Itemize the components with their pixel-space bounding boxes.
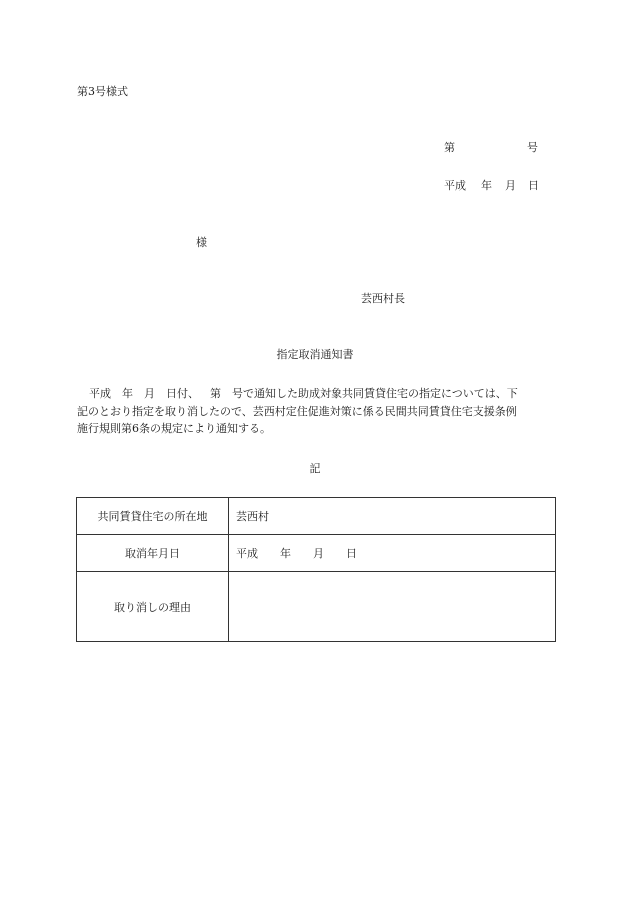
body-line-1 <box>77 385 555 403</box>
cancel-date-label: 取消年月日 <box>77 535 229 572</box>
body-line-1-rest: 号で通知した助成対象共同賃貸住宅の指定については、下 <box>232 387 518 400</box>
body-month: 月 <box>144 387 155 400</box>
date-day: 日 <box>528 179 539 192</box>
location-value: 芸西村 <box>229 498 556 535</box>
body-line-2: 記のとおり指定を取り消したので、芸西村定住促進対策に係る民間共同賃貸住宅支援条例 <box>77 404 517 418</box>
reason-value <box>229 572 556 642</box>
issuer-name: 芸西村長 <box>361 292 405 305</box>
reason-label: 取り消しの理由 <box>77 572 229 642</box>
ki-heading: 記 <box>309 462 321 475</box>
document-number-prefix: 第 <box>444 141 455 154</box>
location-label: 共同賃貸住宅の所在地 <box>77 498 229 535</box>
cancel-date-value <box>229 535 556 572</box>
table-row <box>77 535 556 572</box>
body-paragraph <box>77 385 555 438</box>
body-day: 日付、 <box>166 387 199 400</box>
body-line-3: 施行規則第6条の規定により通知する。 <box>77 422 271 435</box>
cancel-date-day: 日 <box>346 547 357 560</box>
record-table <box>76 497 556 642</box>
form-number: 第3号様式 <box>77 85 128 98</box>
cancel-date-year: 年 <box>280 547 291 560</box>
date-year: 年 <box>481 179 492 192</box>
cancel-date-month: 月 <box>313 547 324 560</box>
body-year: 年 <box>122 387 133 400</box>
date-era: 平成 <box>444 179 466 192</box>
table-row <box>77 572 556 642</box>
document-number-suffix: 号 <box>527 141 538 154</box>
table-row <box>77 498 556 535</box>
addressee-honorific: 様 <box>196 236 207 249</box>
date-month: 月 <box>505 179 516 192</box>
document-title: 指定取消通知書 <box>276 348 354 361</box>
body-number-prefix: 第 <box>210 387 221 400</box>
cancel-date-era: 平成 <box>236 547 258 560</box>
body-era: 平成 <box>89 387 111 400</box>
